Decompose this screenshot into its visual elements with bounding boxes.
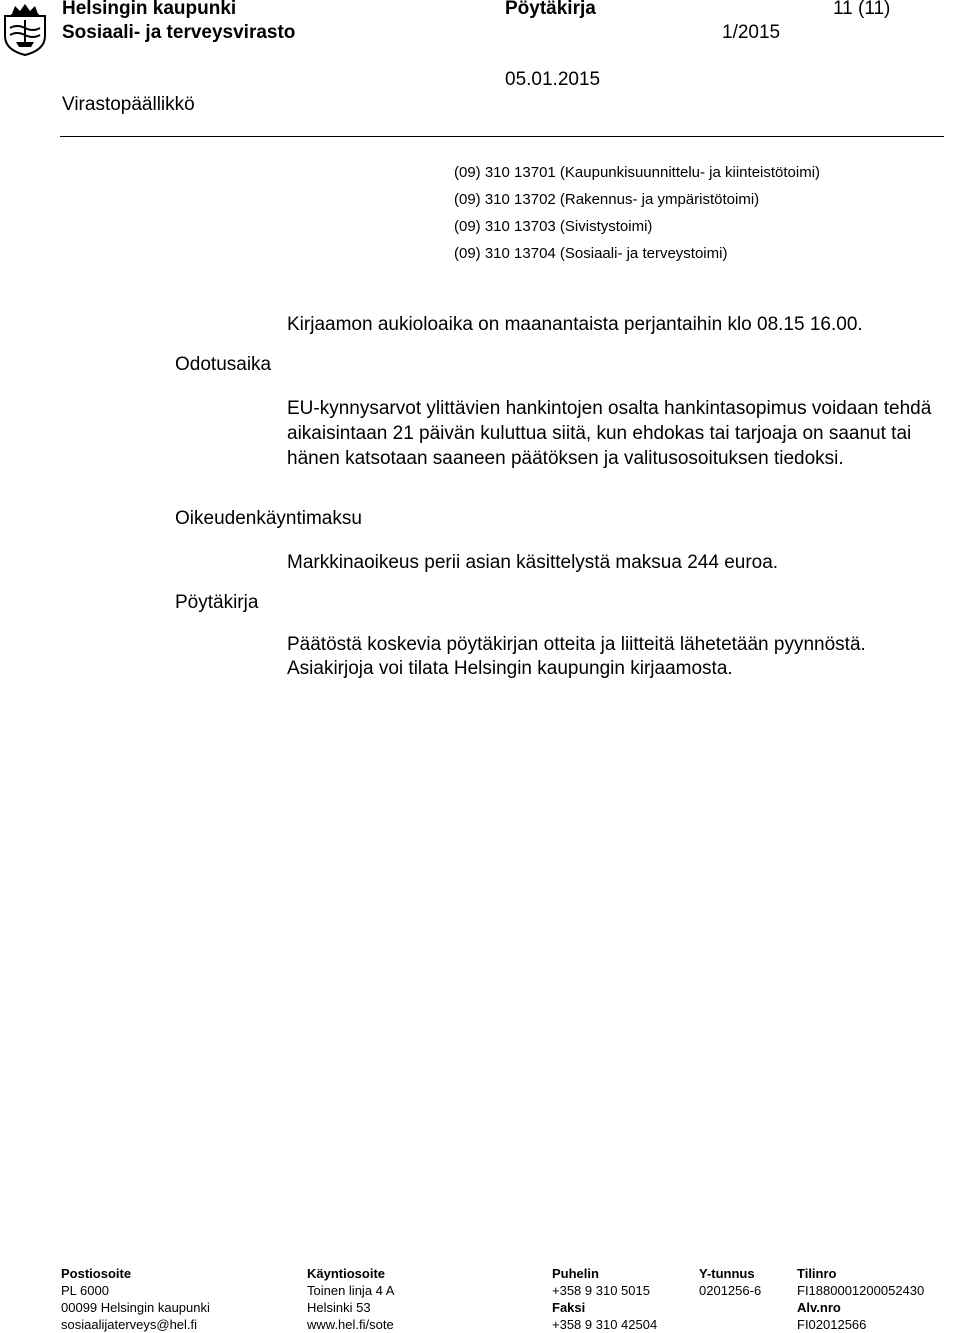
tilinro-value: FI1880001200052430 — [797, 1283, 925, 1298]
phone-number: +358 9 310 5015 — [552, 1283, 650, 1298]
helsinki-coat-of-arms-logo — [2, 2, 48, 56]
footer-postal-column — [61, 1265, 210, 1333]
document-date: 05.01.2015 — [505, 69, 601, 90]
postal-heading: Postiosoite — [61, 1266, 132, 1281]
ytunnus-value: 0201256-6 — [699, 1283, 762, 1298]
waiting-period-label: Odotusaika — [175, 354, 272, 375]
fax-heading: Faksi — [552, 1300, 586, 1315]
org-name: Helsingin kaupunki — [62, 0, 237, 19]
department-name: Sosiaali- ja terveysvirasto — [62, 22, 296, 43]
alv-heading: Alv.nro — [797, 1300, 841, 1315]
website-link[interactable]: www.hel.fi/sote — [307, 1317, 394, 1332]
ytunnus-heading: Y-tunnus — [699, 1266, 755, 1281]
waiting-period-text: EU-kynnysarvot ylittävien hankintojen osalta hankintasopimus voidaan tehdä aikaisintaan 21 päivän kuluttua siitä, kun ehdokas tai tarjoaja on saanut tai hänen katsotaan saaneen päätöksen ja valitusosoituksen tiedoksi. — [287, 398, 932, 469]
office-hours-text: Kirjaamon aukioloaika on maanantaista perjantaihin klo 08.15 16.00. — [287, 314, 863, 335]
alv-value: FI02012566 — [797, 1317, 867, 1332]
page-number: 11 (11) — [833, 0, 891, 19]
postal-line: 00099 Helsingin kaupunki — [61, 1300, 210, 1315]
document-number: 1/2015 — [722, 22, 781, 43]
tilinro-heading: Tilinro — [797, 1266, 837, 1281]
footer-visit-column — [307, 1265, 394, 1333]
footer-phone-column — [552, 1265, 657, 1333]
email-link[interactable]: sosiaalijaterveys@hel.fi — [61, 1317, 198, 1332]
contact-line: (09) 310 13702 (Rakennus- ja ympäristötoimi) — [454, 191, 760, 208]
minutes-text-line-2: Asiakirjoja voi tilata Helsingin kaupungin kirjaamosta. — [287, 658, 733, 679]
document-type: Pöytäkirja — [505, 0, 596, 19]
contact-line: (09) 310 13701 (Kaupunkisuunnittelu- ja kiinteistötoimi) — [454, 164, 821, 181]
phone-heading: Puhelin — [552, 1266, 599, 1281]
header-divider — [60, 136, 944, 137]
decision-body: Virastopäällikkö — [62, 94, 195, 115]
footer-account-column — [797, 1265, 924, 1333]
visit-line: Toinen linja 4 A — [307, 1283, 395, 1298]
fax-number: +358 9 310 42504 — [552, 1317, 658, 1332]
footer-ytunnus-column — [699, 1265, 761, 1299]
postal-line: PL 6000 — [61, 1283, 109, 1298]
contact-line: (09) 310 13703 (Sivistystoimi) — [454, 218, 653, 235]
minutes-label: Pöytäkirja — [175, 592, 259, 613]
visit-heading: Käyntiosoite — [307, 1266, 386, 1281]
contact-list — [454, 159, 820, 267]
contact-line: (09) 310 13704 (Sosiaali- ja terveystoimi) — [454, 245, 728, 262]
minutes-text-line-1: Päätöstä koskevia pöytäkirjan otteita ja liitteitä lähetetään pyynnöstä. — [287, 634, 866, 655]
court-fee-text: Markkinaoikeus perii asian käsittelystä maksua 244 euroa. — [287, 552, 779, 573]
visit-line: Helsinki 53 — [307, 1300, 371, 1315]
court-fee-label: Oikeudenkäyntimaksu — [175, 508, 362, 529]
